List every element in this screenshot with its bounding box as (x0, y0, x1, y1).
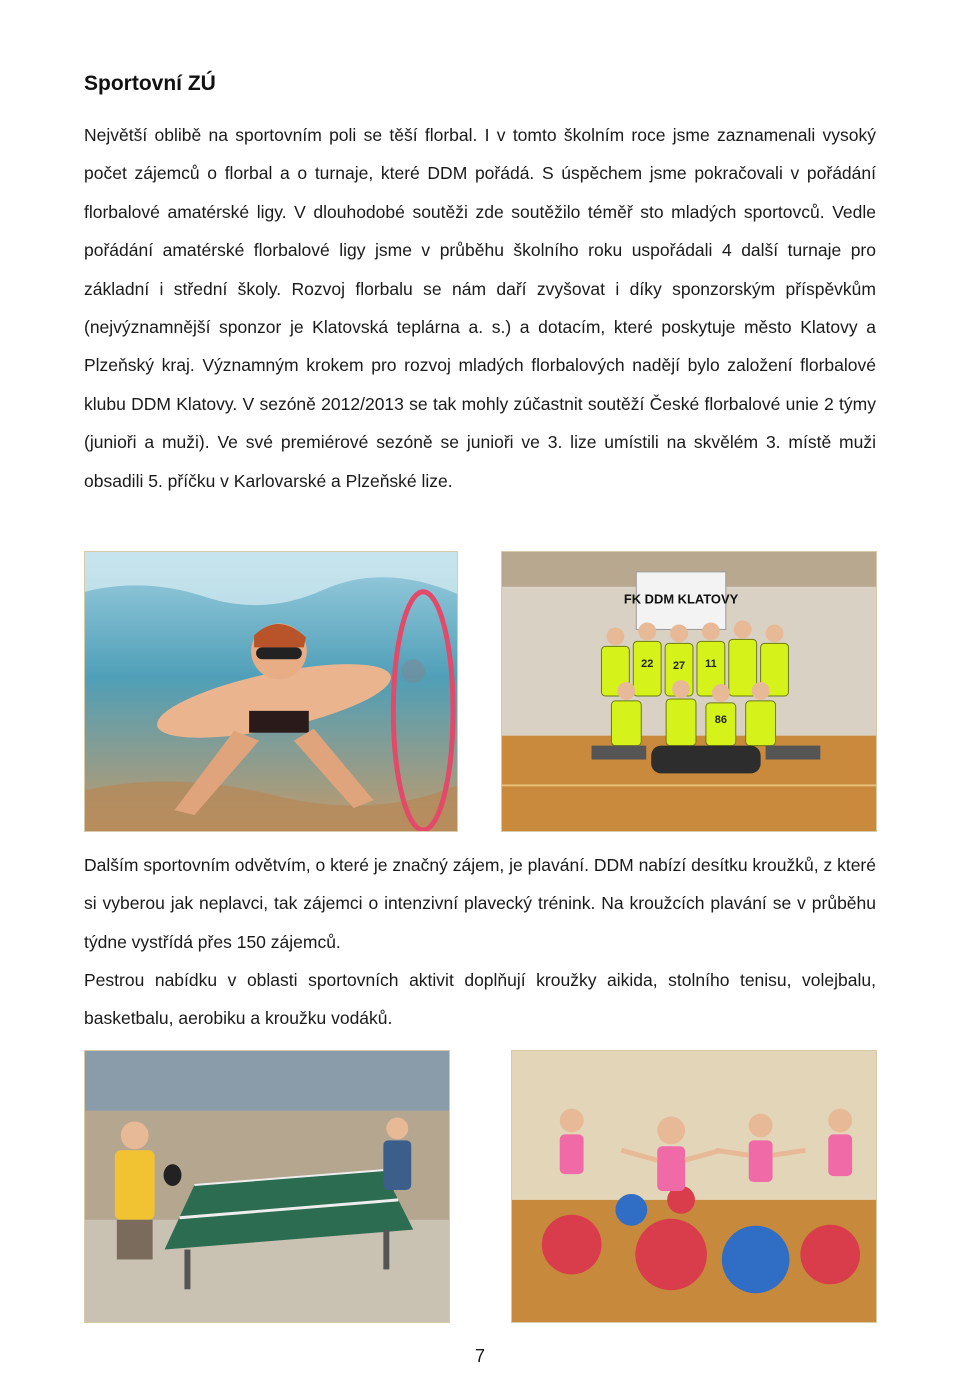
jersey-number: 27 (672, 660, 686, 673)
page-number: 7 (474, 1346, 485, 1366)
team-banner-text: FK DDM KLATOVY (623, 591, 739, 607)
jersey-number: 22 (641, 658, 654, 671)
section-heading: Sportovní ZÚ (84, 72, 216, 95)
photo-table-tennis (84, 1050, 450, 1323)
photo-florbal-team (501, 551, 877, 832)
paragraph-swimming: Dalším sportovním odvětvím, o které je značný zájem, je plavání. DDM nabízí desítku kroužků, z které si vyberou jak neplavci, tak zájemci o intenzivní plavecký trénink. Na kroužcích plavání se v průběhu týdne vystřídá přes 150 zájemců. (84, 855, 876, 952)
paragraph-florbal: Největší oblibě na sportovním poli se těší florbal. I v tomto školním roce jsme zaznamenali vysoký počet zájemců o florbal a o turnaje, které DDM pořádá. S úspěchem jsme pokračovali v pořádání florbalové amatérské ligy. V dlouhodobé soutěži zde soutěžilo téměř sto mladých sportovců. Vedle pořádání amatérské florbalové ligy jsme v průběhu školního roku uspořádali 4 další turnaje pro základní i střední školy. Rozvoj florbalu se nám daří zvyšovat i díky sponzorským příspěvkům (nejvýznamnější sponzor je Klatovská teplárna a. s.) a dotacím, které poskytuje město Klatovy a Plzeňský kraj. Významným krokem pro rozvoj mladých florbalových nadějí bylo založení florbalové klubu DDM Klatovy. V sezóně 2012/2013 se tak mohly zúčastnit soutěží České florbalové unie 2 týmy (junioři a muži). Ve své premiérové sezóně se junioři ve 3. lize umístili na skvělém 3. místě muži obsadili 5. příčku v Karlovarské a Plzeňské lize. (84, 125, 876, 491)
photo-swimming (84, 551, 458, 832)
jersey-number: 11 (705, 658, 717, 671)
jersey-number: 86 (714, 713, 727, 726)
paragraph-other-activities: Pestrou nabídku v oblasti sportovních aktivit doplňují kroužky aikida, stolního tenisu, volejbalu, basketbalu, aerobiku a kroužku vodáků. (84, 970, 876, 1029)
photo-aerobics (511, 1050, 877, 1323)
